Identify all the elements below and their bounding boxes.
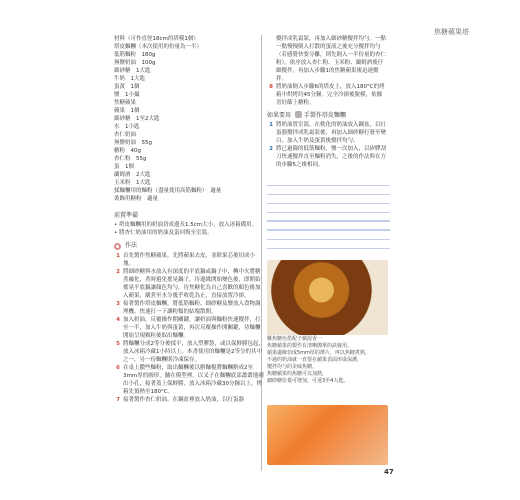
- step-text: 將奶油倒入步驟6的塔皮上，放入180°C的烤箱中烘烤約45分鐘。完全冷卻後脫模，依據喜好篩上糖粉。: [276, 84, 385, 106]
- step-row: [267, 121, 387, 145]
- step-row: [114, 252, 264, 268]
- photo-caption: [267, 336, 388, 385]
- step-number: 3: [116, 301, 120, 307]
- caramel-apple-photo: [267, 405, 388, 465]
- step-text: 將已過篩的低筋麵粉，鹽一次加入，以矽膠刮刀快速攪拌直至麵粉消失，之後的作法與在方的步驟5之後相同。: [276, 146, 387, 168]
- caption-line: 攪拌均勻的美味焦糖。: [267, 364, 318, 370]
- ingredient-line: 蘭姆酒 2大匙: [114, 172, 151, 178]
- caption-line: 焦糖蘋果的焦糖可以加熱，: [267, 371, 328, 377]
- ingredient-line: 牛奶 1大匙: [114, 76, 145, 82]
- page-number: 47: [384, 468, 394, 476]
- ingredients-subheading: 焦糖蘋果: [114, 100, 137, 106]
- ingredients-heading: 材料（可作直徑18cm的塔模1個）: [114, 36, 199, 42]
- prep-line: [114, 229, 264, 237]
- ingredients-subheading: 塔皮麵糰（本次使用的份量為一半）: [114, 44, 203, 50]
- right-column: [267, 35, 387, 169]
- step-text: 在桌上撒些麵粉，取出麵糰後以擀麵棍將麵糰擀成2至3mm厚的圓形，鋪在模型裡，以叉子在麵糰底部叢叢地刺出小孔，接著蓋上保鮮膜，放入冰箱冷藏30分鐘以上，烤箱先預熱至180°C。: [123, 365, 264, 395]
- spacer: [114, 203, 264, 208]
- prep-line: [114, 221, 264, 229]
- ingredient-line: 蛋黃 1個: [114, 84, 140, 90]
- step-number: 8: [269, 84, 273, 90]
- step-text: 接著製作塔皮麵糰。將低筋麵粉、細砂糖及鹽放入食物調理機，快速打一下讓粉類的結塊散開。: [123, 301, 261, 315]
- step-number: 1: [269, 122, 273, 128]
- step-number: 2: [269, 146, 273, 152]
- step-text: 將奶油置室溫，在軟化的奶油放入鋼盆，以打蛋器攪拌成乳霜狀後，再加入細砂糖打發至變白，加入牛奶及蛋黃後攪拌均勻。: [276, 122, 387, 144]
- page-header-label: 焦糖蘋果塔: [434, 28, 469, 36]
- step-row: [114, 340, 264, 364]
- steps-title-text: 作法: [125, 242, 138, 249]
- hand-icon: [295, 111, 302, 118]
- step-number: 5: [116, 341, 120, 347]
- ingredient-line: 糖粉 40g: [114, 148, 141, 154]
- step-text: 首先製作焦糖蘋果。先將蘋果去皮，並除果芯後切成小塊。: [123, 253, 256, 267]
- ingredient-line: 水 1小匙: [114, 124, 140, 130]
- ingredient-line: 無鹽奶油 55g: [114, 140, 152, 146]
- step-number: 1: [116, 253, 120, 259]
- step-number: 7: [116, 397, 120, 403]
- ingredient-line: 低筋麵粉 180g: [114, 52, 156, 58]
- step-text: 將細砂糖與水放入有深度的平底鍋或鍋子中，轉中火將糖煮融化，煮時避免搖晃鍋子，待邊緣開始變色後，即開始搖晃平底鍋讓顏色均勻，待焦糖化為自己喜歡的顏色後加入蘋果，燉煮至水分幾乎收乾為止，直接放置冷卻。: [123, 269, 261, 299]
- caption-line: 細砂糖份量可增加，可達3至4大匙。: [267, 378, 349, 384]
- left-column: [114, 35, 264, 404]
- caption-line: 蘋果邊緣切成5mm厚的薄片，再以焦糖煮熟，: [267, 350, 370, 356]
- step-row: [114, 268, 264, 300]
- step-number: 2: [116, 269, 120, 275]
- step-row: [267, 83, 387, 107]
- steps-title: [114, 242, 264, 250]
- step-row: [114, 364, 264, 396]
- step-number: 4: [116, 317, 120, 323]
- ingredient-line: 蘋果 1個: [114, 108, 140, 114]
- ingredient-line: 無鹽奶油 100g: [114, 60, 156, 66]
- step-row: [267, 35, 387, 83]
- prep-title: 前置準備: [114, 212, 139, 219]
- step-number: 6: [116, 365, 120, 371]
- step-text: 加入奶油，反覆操作開關鍵，讓奶油與麵粉快速攪拌，打至一半，加入牛奶與蛋黃，再次反覆操作開關鍵，待麵糰開始呈現顆粒後取出麵糰。: [123, 317, 261, 339]
- hand-method-title: [267, 111, 387, 120]
- step-text: 攪拌成乳霜狀，再加入細砂糖攪拌均勻。一點一點慢慢倒入打散的蛋液之後充分攪拌均勻（若感覺快要分離，則先倒入一半份量的杏仁粉）。依序放入杏仁粉、玉米粉、蘭姆酒後仔細攪拌，再加入步驟1的焦糖蘋果後迅速攪拌。: [276, 36, 387, 82]
- ingredient-line: 裝飾用糖粉 適量: [114, 196, 159, 202]
- prep-bullet: •: [114, 222, 118, 228]
- ruled-notes-area: [267, 220, 390, 234]
- bullet-icon: [114, 243, 121, 250]
- ingredient-line: 玉米粉 1大匙: [114, 180, 151, 186]
- hand-method-title-text: 如果要用: [267, 112, 292, 119]
- ingredient-line: 杏仁粉 55g: [114, 156, 147, 162]
- ingredient-line: 細砂糖 1至2大匙: [114, 116, 160, 122]
- prep-line-text: 將杏仁奶油用的奶油及蛋回復至室溫。: [119, 230, 213, 236]
- caption-line: 焦糖蘋果的製作有清晰簡單的訣竅用。: [267, 343, 353, 349]
- caption-line: 難焦糖色搭配子蘋混香一: [267, 336, 323, 342]
- ingredient-line: 鹽 1小撮: [114, 92, 140, 98]
- step-text: 接著製作杏仁奶油。在鋼盆裡放入奶油，以打蛋器: [123, 397, 245, 403]
- prep-bullet: •: [114, 230, 118, 236]
- step-text: 將麵糰分成2等分後揉平，放入塑膠袋，或以保鮮膜包起，放入冰箱冷藏1小時以上。本書使用的麵糰是2等分的其中之一，另一份麵糰則冷凍保存。: [123, 341, 265, 363]
- caption-line: 不過的奶油就一直要在蘋果表面形成保護，: [267, 357, 363, 363]
- step-row: [114, 300, 264, 316]
- step-row: [267, 145, 387, 169]
- ingredients-subheading: 杏仁奶油: [114, 132, 137, 138]
- prep-line-text: 塔皮麵糰用的奶油切成邊長1.5cm大小，放入冰箱備用。: [119, 222, 258, 228]
- step-row: [114, 396, 264, 404]
- step-row: [114, 316, 264, 340]
- ingredient-line: 揉麵糰用的麵粉（盡量使用高筋麵粉） 適量: [114, 188, 222, 194]
- hand-method-title-text-2: 手製作塔皮麵糰: [303, 112, 346, 119]
- tart-photo: [267, 260, 388, 335]
- ingredient-line: 細砂糖 1大匙: [114, 68, 151, 74]
- ingredient-line: 蛋 1個: [114, 164, 134, 170]
